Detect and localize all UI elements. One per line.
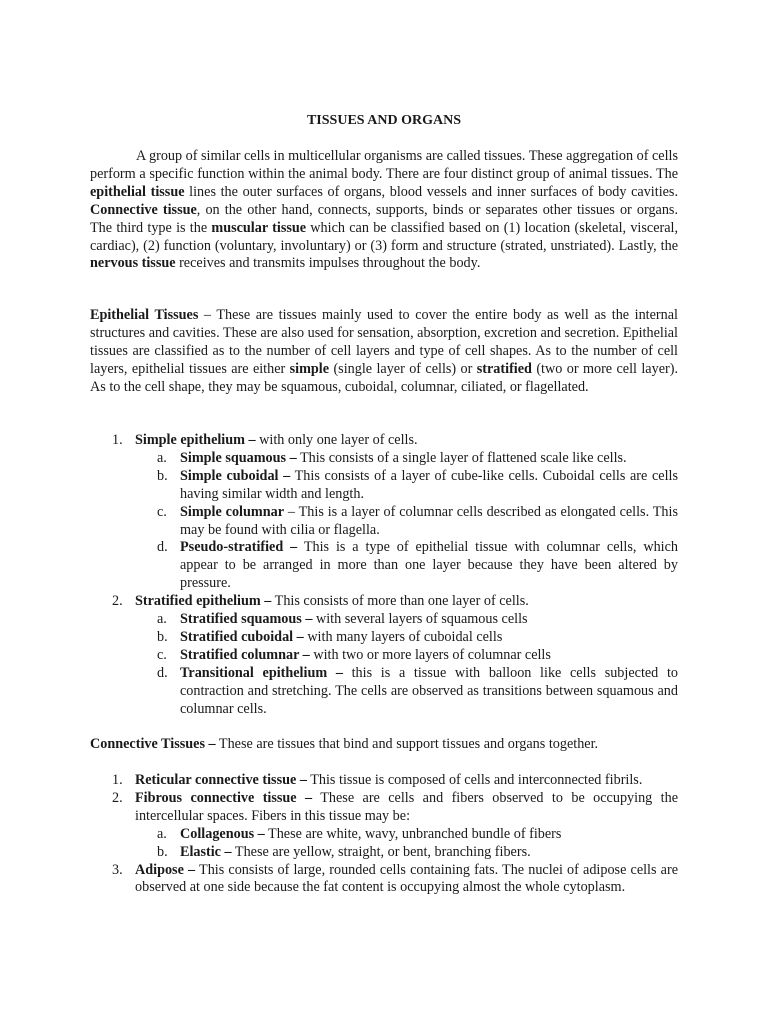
list-text: This tissue is composed of cells and interconnected fibrils. — [306, 772, 643, 788]
sub-list-item — [90, 468, 678, 504]
epithelial-text-3: (two or more cell layer). As to the cell shape, they may be squamous, cuboidal, columnar, ciliated, or flagellated. — [90, 360, 678, 395]
list-letter: c. — [157, 503, 167, 520]
list-term: Transitional epithelium – — [180, 664, 343, 681]
list-number: 2. — [112, 789, 123, 806]
list-term: Simple squamous – — [180, 449, 297, 466]
list-number: 3. — [112, 861, 123, 878]
sub-list-item — [90, 844, 678, 862]
list-term: Stratified squamous – — [180, 611, 313, 628]
list-letter: c. — [157, 646, 167, 663]
sub-list-item — [90, 450, 678, 468]
list-text: These are yellow, straight, or bent, branching fibers. — [231, 843, 531, 860]
epithelial-heading: Epithelial Tissues — [90, 307, 199, 323]
list-term: Simple cuboidal – — [180, 467, 291, 484]
list-number: 1. — [112, 432, 123, 448]
term-muscular-tissue: muscular tissue — [211, 219, 307, 236]
term-nervous-tissue: nervous tissue — [90, 255, 176, 272]
list-number: 1. — [112, 772, 123, 788]
term-simple: simple — [289, 360, 330, 377]
list-text: – This is a layer of columnar cells described as elongated cells. This may be found with cilia or flagella. — [180, 503, 678, 538]
epithelial-paragraph — [90, 307, 678, 397]
list-term: Adipose – — [135, 861, 196, 878]
list-text: with several layers of squamous cells — [312, 611, 528, 628]
intro-text-3: , on the other hand, connects, supports, binds or separates other tissues or organs. The third type is the — [90, 201, 678, 236]
list-term: Collagenous – — [180, 825, 265, 842]
connective-list — [90, 772, 678, 897]
list-term: Stratified epithelium – — [135, 593, 272, 610]
list-text: This consists of more than one layer of cells. — [271, 593, 529, 610]
epithelial-text-2: (single layer of cells) or — [329, 360, 477, 377]
list-term: Reticular connective tissue – — [135, 772, 307, 788]
list-text: These are white, wavy, unbranched bundle of fibers — [264, 825, 562, 842]
list-letter: a. — [157, 449, 167, 466]
epithelial-list — [90, 432, 678, 719]
list-letter: d. — [157, 539, 168, 556]
term-connective-tissue: Connective tissue — [90, 201, 197, 218]
list-letter: d. — [157, 664, 168, 681]
list-text: This consists of a single layer of flattened scale like cells. — [296, 449, 627, 466]
list-item — [90, 432, 678, 450]
list-term: Stratified cuboidal – — [180, 628, 304, 645]
list-term: Simple epithelium – — [135, 432, 256, 448]
sub-list-item — [90, 611, 678, 629]
list-term: Pseudo-stratified – — [180, 539, 298, 556]
term-stratified: stratified — [476, 360, 532, 377]
list-letter: b. — [157, 467, 168, 484]
list-text: with only one layer of cells. — [255, 432, 418, 448]
sub-list-item — [90, 647, 678, 665]
list-term: Fibrous connective tissue – — [135, 789, 313, 806]
list-text: This consists of large, rounded cells containing fats. The nuclei of adipose cells are observed at one side because the fat content is occupying almost the whole cytoplasm. — [135, 861, 678, 896]
sub-list-item — [90, 504, 678, 540]
list-letter: b. — [157, 628, 168, 645]
connective-heading: Connective Tissues – — [90, 736, 216, 752]
sub-list-item — [90, 629, 678, 647]
list-text: with many layers of cuboidal cells — [303, 628, 503, 645]
connective-paragraph — [90, 736, 678, 754]
list-item — [90, 593, 678, 611]
list-item — [90, 862, 678, 898]
intro-text-4: which can be classified based on (1) location (skeletal, visceral, cardiac), (2) function (voluntary, involuntary) or (3) form and structure (strated, unstriated). Lastly, the — [90, 219, 678, 254]
list-term: Simple columnar — [180, 503, 284, 520]
list-text: this is a tissue with balloon like cells subjected to contraction and stretching. The cells are observed as transitions between squamous and columnar cells. — [180, 664, 678, 717]
intro-text-5: receives and transmits impulses throughout the body. — [175, 255, 481, 272]
list-letter: a. — [157, 825, 167, 842]
sub-list-item — [90, 826, 678, 844]
list-item — [90, 772, 678, 790]
list-text: These are cells and fibers observed to be occupying the intercellular spaces. Fibers in this tissue may be: — [135, 789, 679, 824]
intro-text-2: lines the outer surfaces of organs, blood vessels and inner surfaces of body cavities. — [184, 183, 678, 200]
term-epithelial-tissue: epithelial tissue — [90, 183, 185, 200]
sub-list-item — [90, 539, 678, 593]
epithelial-text-1: – These are tissues mainly used to cover the entire body as well as the internal structures and cavities. These are also used for sensation, absorption, excretion and secretion. Epithelial tissues are classified as to the number of cell layers and type of cell shapes. As to the number of cell layers, epithelial tissues are either — [90, 307, 678, 377]
list-letter: b. — [157, 843, 168, 860]
connective-text: These are tissues that bind and support tissues and organs together. — [215, 736, 599, 752]
list-item — [90, 790, 678, 826]
list-text: This consists of a layer of cube-like cells. Cuboidal cells are cells having similar width and length. — [180, 467, 678, 502]
list-number: 2. — [112, 593, 123, 610]
sub-list-item — [90, 665, 678, 719]
intro-text-1: A group of similar cells in multicellular organisms are called tissues. These aggregation of cells perform a specific function within the animal body. There are four distinct group of animal tissues. The — [90, 148, 679, 182]
list-term: Elastic – — [180, 843, 232, 860]
list-term: Stratified columnar – — [180, 646, 310, 663]
document-title: TISSUES AND ORGANS — [306, 113, 462, 128]
list-text: with two or more layers of columnar cells — [309, 646, 551, 663]
intro-paragraph — [90, 148, 678, 273]
list-letter: a. — [157, 611, 167, 628]
list-text: This is a type of epithelial tissue with columnar cells, which appear to be arranged in more than one layer because they have been altered by pressure. — [180, 539, 678, 592]
